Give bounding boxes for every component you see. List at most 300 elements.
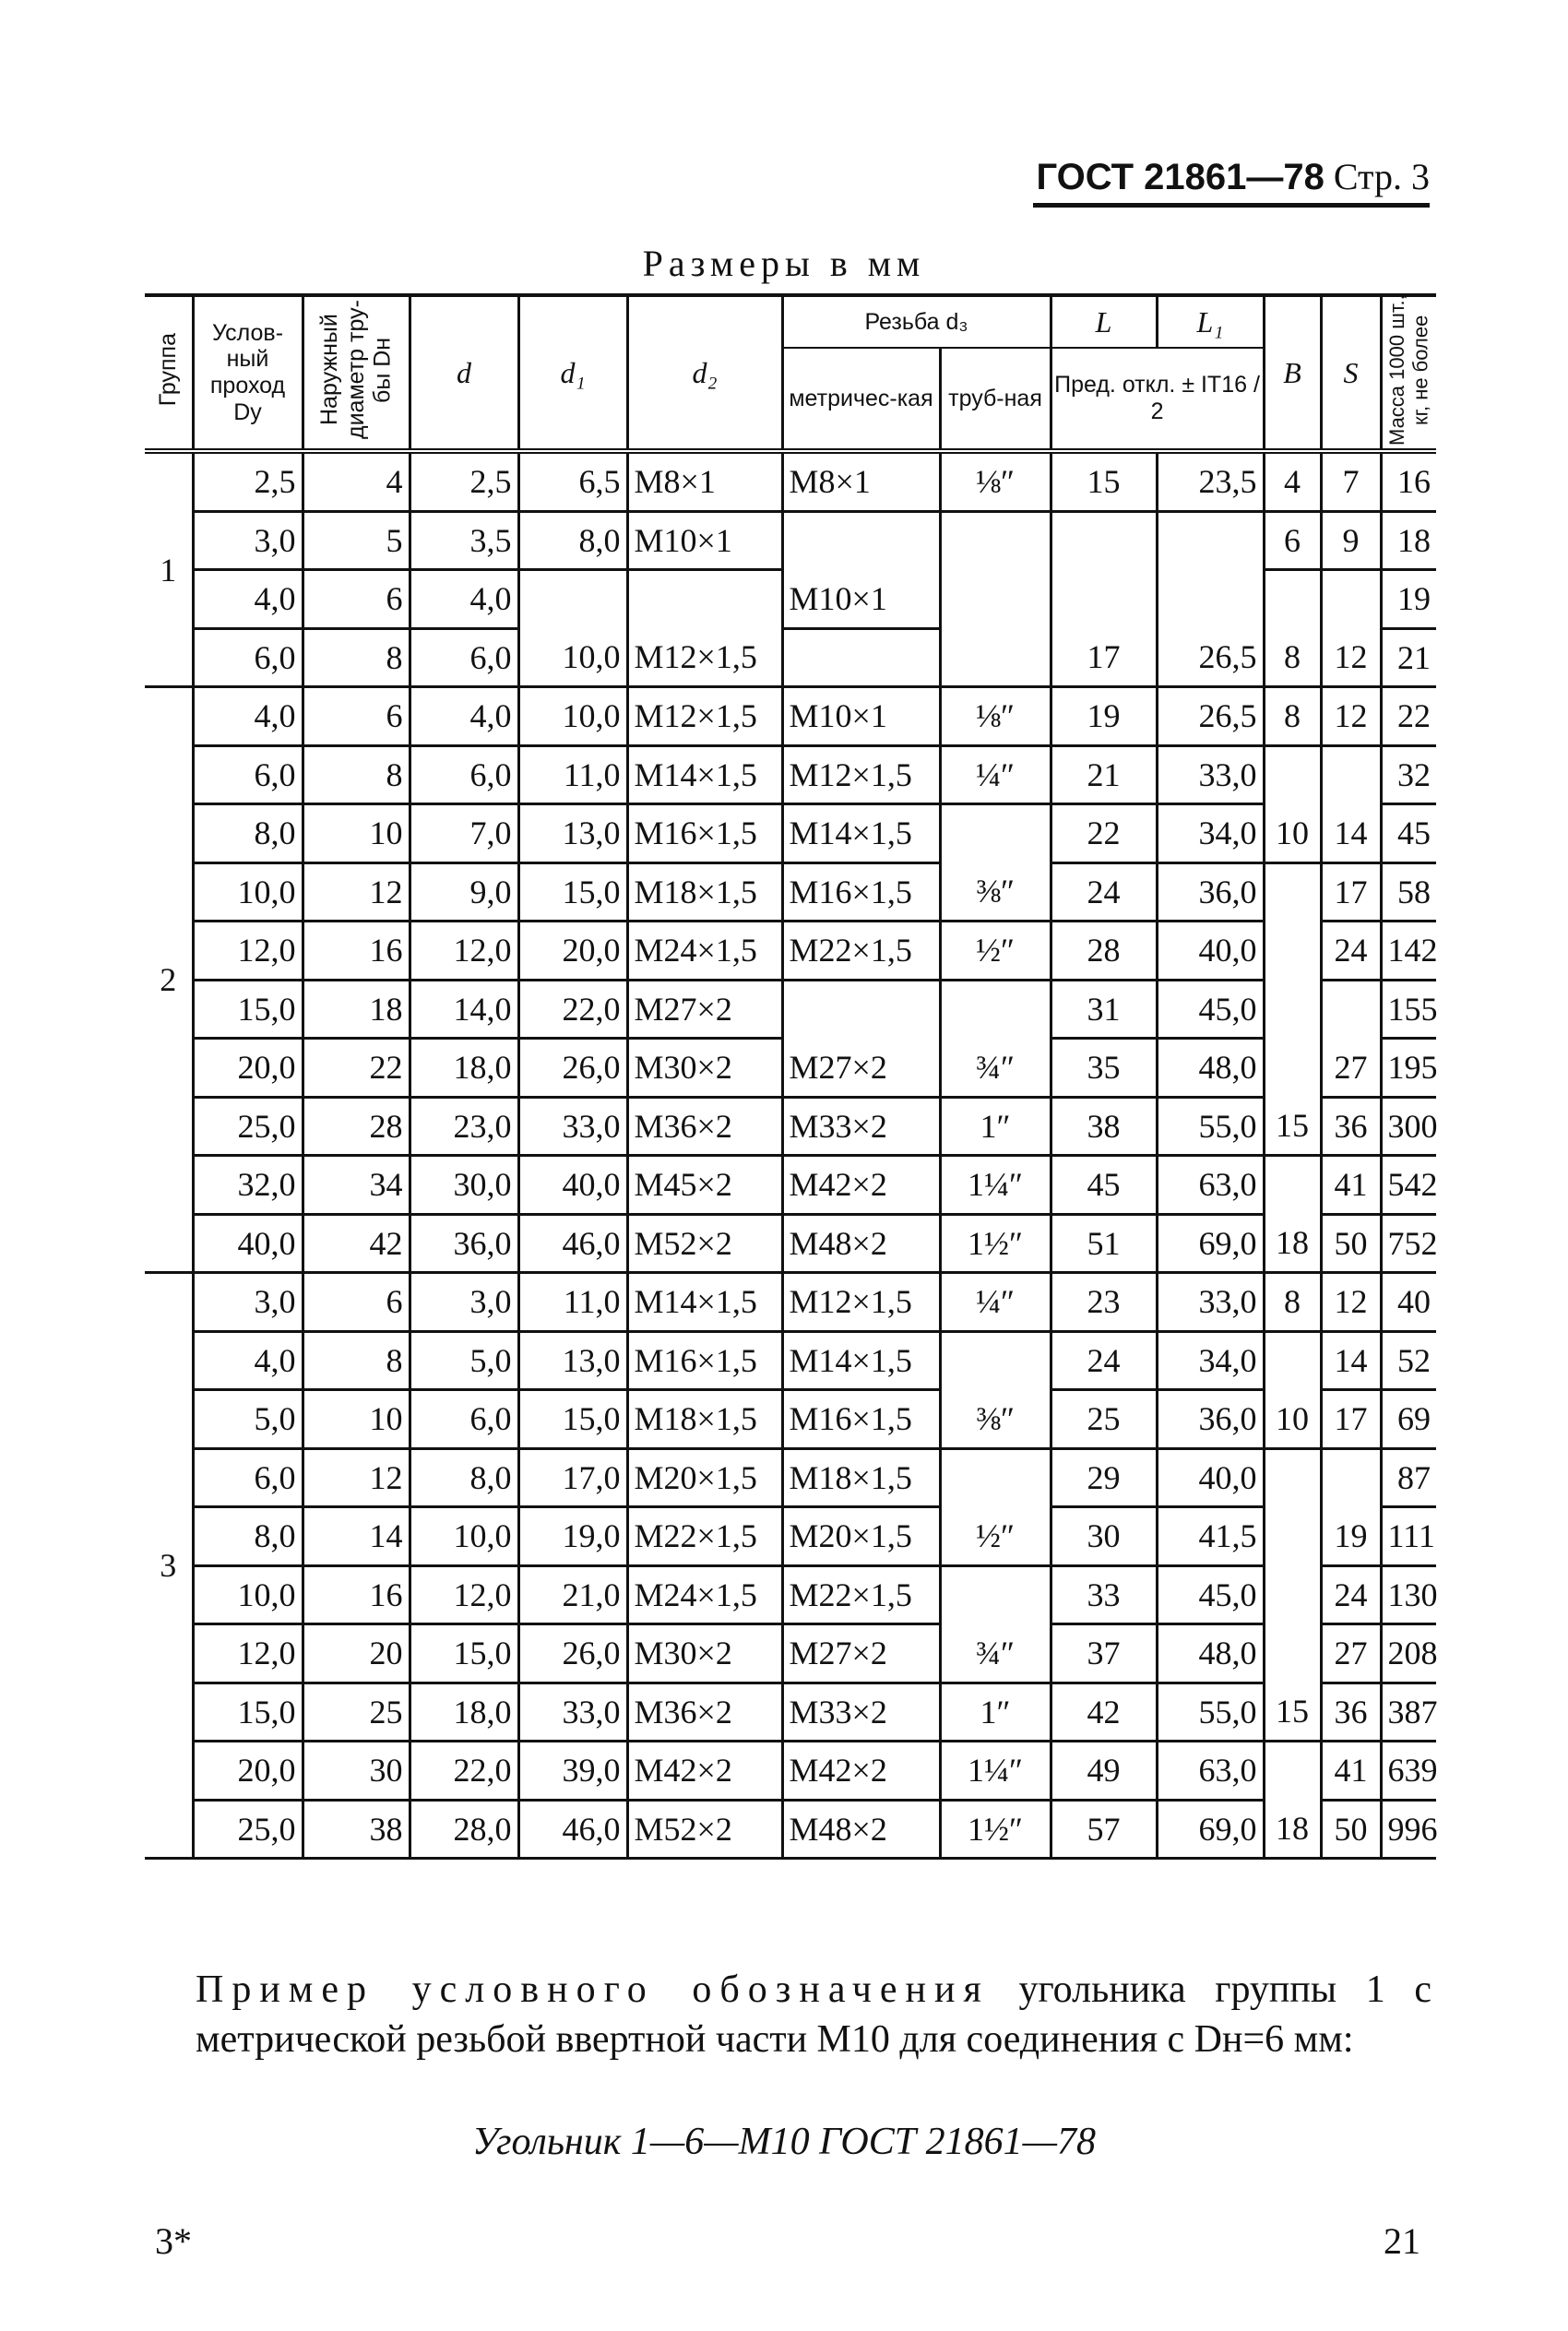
table-cell: 15,0	[193, 1683, 303, 1742]
table-cell: 8	[1264, 687, 1321, 746]
table-cell: 18	[303, 980, 410, 1039]
table-cell: 33,0	[518, 1683, 627, 1742]
table-cell	[940, 570, 1051, 629]
table-cell: 18,0	[410, 1039, 518, 1098]
table-cell: 35	[1051, 1039, 1157, 1098]
table-cell: 20	[303, 1624, 410, 1683]
table-cell: M18×1,5	[627, 862, 782, 922]
table-cell	[1157, 511, 1264, 570]
table-cell: 40,0	[1157, 922, 1264, 981]
table-cell: 10	[303, 1390, 410, 1449]
table-cell: 387	[1381, 1683, 1436, 1742]
table-cell: 37	[1051, 1624, 1157, 1683]
page-label: Стр. 3	[1333, 156, 1430, 197]
table-row	[145, 804, 1436, 863]
table-cell: 6	[303, 687, 410, 746]
table-row	[145, 1039, 1436, 1098]
table-row	[145, 1624, 1436, 1683]
table-cell: 23,0	[410, 1097, 518, 1156]
table-cell: 38	[1051, 1097, 1157, 1156]
example-designation: Угольник 1—6—М10 ГОСТ 21861—78	[472, 2121, 1096, 2163]
table-row	[145, 1273, 1436, 1332]
table-cell: 28	[1051, 922, 1157, 981]
table-cell: 69,0	[1157, 1214, 1264, 1273]
table-cell: 34,0	[1157, 1331, 1264, 1390]
table-cell: 10	[1264, 804, 1321, 863]
table-cell	[1051, 511, 1157, 570]
table-cell: 20,0	[193, 1039, 303, 1098]
table-cell: 57	[1051, 1800, 1157, 1859]
table-cell: 36	[1321, 1097, 1381, 1156]
table-cell: 40,0	[193, 1214, 303, 1273]
table-cell: 12,0	[193, 1624, 303, 1683]
col-dy: Услов-ный проход Dу	[193, 295, 303, 451]
table-cell: ½″	[940, 1507, 1051, 1566]
page-number: 21	[1384, 2220, 1420, 2262]
table-row	[145, 1507, 1436, 1566]
table-cell	[1264, 1331, 1321, 1390]
table-cell: M10×1	[627, 511, 782, 570]
table-cell: 25,0	[193, 1800, 303, 1859]
table-cell	[1264, 1742, 1321, 1801]
table-cell: 111	[1381, 1507, 1436, 1566]
table-cell: ⅛″	[940, 687, 1051, 746]
table-row	[145, 1390, 1436, 1449]
table-row	[145, 1156, 1436, 1215]
table-cell: 27	[1321, 1624, 1381, 1683]
table-cell: 41	[1321, 1156, 1381, 1215]
group-cell: 2	[145, 687, 193, 1273]
table-cell: 12,0	[410, 1565, 518, 1624]
table-cell: 12	[303, 862, 410, 922]
table-cell: 10,0	[518, 628, 627, 687]
table-cell: 4	[1264, 451, 1321, 511]
table-cell: 55,0	[1157, 1683, 1264, 1742]
table-cell: 14,0	[410, 980, 518, 1039]
table-cell: 45,0	[1157, 980, 1264, 1039]
table-cell: 15,0	[410, 1624, 518, 1683]
table-cell: 8	[303, 628, 410, 687]
table-cell: 752	[1381, 1214, 1436, 1273]
table-cell	[782, 980, 940, 1039]
table-cell: 19,0	[518, 1507, 627, 1566]
table-cell: M14×1,5	[782, 1331, 940, 1390]
table-cell: 8,0	[518, 511, 627, 570]
table-cell: 3,0	[193, 1273, 303, 1332]
table-row	[145, 1214, 1436, 1273]
table-row	[145, 1448, 1436, 1507]
table-cell: 46,0	[518, 1214, 627, 1273]
table-cell: 6,0	[193, 1448, 303, 1507]
table-cell: 63,0	[1157, 1156, 1264, 1215]
units-caption: Размеры в мм	[642, 243, 926, 284]
table-cell: M16×1,5	[627, 1331, 782, 1390]
table-cell: M45×2	[627, 1156, 782, 1215]
table-cell: 10,0	[518, 687, 627, 746]
table-cell: 4,0	[193, 687, 303, 746]
table-cell: 50	[1321, 1800, 1381, 1859]
table-cell: 5,0	[410, 1331, 518, 1390]
table-cell: 18	[1264, 1214, 1321, 1273]
table-row	[145, 1565, 1436, 1624]
table-cell: 195	[1381, 1039, 1436, 1098]
table-cell: 4,0	[193, 1331, 303, 1390]
table-cell	[1264, 745, 1321, 804]
table-cell: M48×2	[782, 1800, 940, 1859]
table-cell: M33×2	[782, 1097, 940, 1156]
table-cell: 25	[303, 1683, 410, 1742]
table-cell: M8×1	[627, 451, 782, 511]
table-cell: 14	[1321, 1331, 1381, 1390]
table-cell: 32	[1381, 745, 1436, 804]
table-cell: 87	[1381, 1448, 1436, 1507]
table-cell: 28	[303, 1097, 410, 1156]
table-cell: 63,0	[1157, 1742, 1264, 1801]
table-cell: 8,0	[410, 1448, 518, 1507]
standard-code: ГОСТ 21861—78	[1036, 157, 1324, 197]
table-cell	[782, 628, 940, 687]
table-cell: 14	[1321, 804, 1381, 863]
table-cell: 4	[303, 451, 410, 511]
table-cell: 45	[1381, 804, 1436, 863]
table-cell: 24	[1051, 1331, 1157, 1390]
table-cell: 1″	[940, 1683, 1051, 1742]
table-cell: 15,0	[518, 862, 627, 922]
table-cell	[940, 511, 1051, 570]
table-cell: 20,0	[193, 1742, 303, 1801]
table-cell: 16	[303, 1565, 410, 1624]
table-cell: 10	[1264, 1390, 1321, 1449]
table-cell: M20×1,5	[782, 1507, 940, 1566]
table-row	[145, 451, 1436, 511]
table-cell: M52×2	[627, 1214, 782, 1273]
table-cell: 33,0	[518, 1097, 627, 1156]
table-cell: 1¼″	[940, 1156, 1051, 1215]
table-cell: 13,0	[518, 1331, 627, 1390]
col-tolerance: Пред. откл. ± IT16 / 2	[1051, 348, 1264, 451]
table-cell: 40,0	[518, 1156, 627, 1215]
table-cell: 2,5	[410, 451, 518, 511]
table-cell: M27×2	[782, 1039, 940, 1098]
table-cell: M30×2	[627, 1624, 782, 1683]
table-cell: M18×1,5	[782, 1448, 940, 1507]
table-cell: 8,0	[193, 804, 303, 863]
table-cell: 19	[1381, 570, 1436, 629]
table-cell	[1264, 922, 1321, 981]
table-cell: 17	[1051, 628, 1157, 687]
table-cell: 24	[1321, 1565, 1381, 1624]
table-cell: 36,0	[1157, 1390, 1264, 1449]
table-cell: M12×1,5	[627, 687, 782, 746]
table-cell: 6,0	[193, 628, 303, 687]
table-cell: 31	[1051, 980, 1157, 1039]
table-cell: 46,0	[518, 1800, 627, 1859]
table-cell	[627, 570, 782, 629]
table-cell: 1″	[940, 1097, 1051, 1156]
table-row	[145, 687, 1436, 746]
table-cell: 45,0	[1157, 1565, 1264, 1624]
table-row	[145, 922, 1436, 981]
table-cell: 45	[1051, 1156, 1157, 1215]
table-cell: M12×1,5	[627, 628, 782, 687]
table-cell: ¾″	[940, 1039, 1051, 1098]
table-cell: 26,0	[518, 1624, 627, 1683]
table-cell: 4,0	[193, 570, 303, 629]
table-cell	[1264, 1624, 1321, 1683]
col-L1: L₁	[1157, 295, 1264, 348]
table-cell: 8	[1264, 1273, 1321, 1332]
table-cell: 10	[303, 804, 410, 863]
group-cell: 3	[145, 1273, 193, 1859]
table-cell: 40	[1381, 1273, 1436, 1332]
table-cell: ¾″	[940, 1624, 1051, 1683]
table-cell	[1264, 1565, 1321, 1624]
table-cell: 58	[1381, 862, 1436, 922]
table-cell: 34	[303, 1156, 410, 1215]
table-cell	[1051, 570, 1157, 629]
table-cell: 26,5	[1157, 687, 1264, 746]
table-cell: 34,0	[1157, 804, 1264, 863]
table-row	[145, 511, 1436, 570]
table-cell: 69	[1381, 1390, 1436, 1449]
table-cell: ⅛″	[940, 451, 1051, 511]
col-d: d	[410, 295, 518, 451]
table-cell: M12×1,5	[782, 745, 940, 804]
table-cell: 24	[1321, 922, 1381, 981]
table-cell: 155	[1381, 980, 1436, 1039]
table-cell: M42×2	[782, 1742, 940, 1801]
table-cell: M16×1,5	[782, 1390, 940, 1449]
table-cell: ¼″	[940, 745, 1051, 804]
table-cell: M42×2	[627, 1742, 782, 1801]
table-cell: M8×1	[782, 451, 940, 511]
table-cell: 28,0	[410, 1800, 518, 1859]
col-d2: d₂	[627, 295, 782, 451]
table-cell: 20,0	[518, 922, 627, 981]
example-rest: угольника группы 1 с метрической резьбой ввертной части М10 для соединения с Dн=6 мм:	[196, 1968, 1431, 2061]
table-cell: 15,0	[518, 1390, 627, 1449]
table-cell: 11,0	[518, 1273, 627, 1332]
table-cell: 25	[1051, 1390, 1157, 1449]
table-cell: 22,0	[410, 1742, 518, 1801]
table-cell: 48,0	[1157, 1039, 1264, 1098]
group-cell: 1	[145, 451, 193, 687]
table-cell: 15,0	[193, 980, 303, 1039]
table-cell: M36×2	[627, 1683, 782, 1742]
table-cell: 208	[1381, 1624, 1436, 1683]
table-cell: 7	[1321, 451, 1381, 511]
table-cell: 29	[1051, 1448, 1157, 1507]
col-group: Группа	[145, 295, 193, 451]
table-cell: 26,5	[1157, 628, 1264, 687]
table-cell: 6,0	[410, 745, 518, 804]
table-cell: 41	[1321, 1742, 1381, 1801]
table-cell: 8	[303, 745, 410, 804]
table-cell: M18×1,5	[627, 1390, 782, 1449]
table-cell: 7,0	[410, 804, 518, 863]
table-cell: 13,0	[518, 804, 627, 863]
table-cell: 4,0	[410, 570, 518, 629]
table-cell: 18,0	[410, 1683, 518, 1742]
example-lead: Пример условного обозначения	[196, 1968, 990, 2011]
table-cell: 542	[1381, 1156, 1436, 1215]
table-cell: 9	[1321, 511, 1381, 570]
table-cell: 1½″	[940, 1214, 1051, 1273]
table-cell: 12	[1321, 628, 1381, 687]
col-L: L	[1051, 295, 1157, 348]
table-cell: 21,0	[518, 1565, 627, 1624]
table-cell: 8,0	[193, 1507, 303, 1566]
table-cell: 996	[1381, 1800, 1436, 1859]
table-cell: M24×1,5	[627, 1565, 782, 1624]
table-cell: 12,0	[193, 922, 303, 981]
table-cell: 17,0	[518, 1448, 627, 1507]
page-header	[1036, 155, 1430, 198]
table-cell: 3,5	[410, 511, 518, 570]
table-row	[145, 1742, 1436, 1801]
table-cell: 15	[1264, 1097, 1321, 1156]
dimensions-table	[145, 293, 1436, 1860]
table-cell: M36×2	[627, 1097, 782, 1156]
table-cell: 16	[303, 922, 410, 981]
table-cell: 5	[303, 511, 410, 570]
table-cell: 50	[1321, 1214, 1381, 1273]
table-cell: 55,0	[1157, 1097, 1264, 1156]
table-row	[145, 628, 1436, 687]
table-cell: 41,5	[1157, 1507, 1264, 1566]
table-cell: 11,0	[518, 745, 627, 804]
table-row	[145, 980, 1436, 1039]
table-row	[145, 1683, 1436, 1742]
table-cell: 17	[1321, 1390, 1381, 1449]
table-cell: M12×1,5	[782, 1273, 940, 1332]
table-cell: 1¼″	[940, 1742, 1051, 1801]
table-cell: 30	[1051, 1507, 1157, 1566]
table-cell: M14×1,5	[627, 1273, 782, 1332]
table-cell	[1264, 980, 1321, 1039]
table-cell: 38	[303, 1800, 410, 1859]
table-cell: M14×1,5	[782, 804, 940, 863]
table-cell: 42	[303, 1214, 410, 1273]
table-cell	[1264, 1039, 1321, 1098]
table-cell: 42	[1051, 1683, 1157, 1742]
table-cell	[940, 804, 1051, 863]
table-cell: 39,0	[518, 1742, 627, 1801]
header-rule	[1033, 203, 1430, 208]
table-cell	[1321, 745, 1381, 804]
table-cell: 1½″	[940, 1800, 1051, 1859]
table-cell: M24×1,5	[627, 922, 782, 981]
table-cell: 3,0	[410, 1273, 518, 1332]
table-cell	[940, 1331, 1051, 1390]
example-paragraph	[196, 1965, 1431, 2064]
table-row	[145, 745, 1436, 804]
table-cell: 21	[1051, 745, 1157, 804]
table-cell	[940, 980, 1051, 1039]
table-row	[145, 1800, 1436, 1859]
table-cell: M52×2	[627, 1800, 782, 1859]
table-cell: 48,0	[1157, 1624, 1264, 1683]
table-cell: 51	[1051, 1214, 1157, 1273]
table-cell: 26,0	[518, 1039, 627, 1098]
table-cell: ⅜″	[940, 1390, 1051, 1449]
table-cell: 12,0	[410, 922, 518, 981]
table-cell: M20×1,5	[627, 1448, 782, 1507]
table-cell: M22×1,5	[627, 1507, 782, 1566]
table-cell	[1264, 1448, 1321, 1507]
table-cell: ½″	[940, 922, 1051, 981]
table-row	[145, 1097, 1436, 1156]
col-dn: Наружный диаметр тру-бы Dн	[303, 295, 410, 451]
col-thread: Резьба d₃	[782, 295, 1051, 348]
table-cell	[1264, 570, 1321, 629]
table-cell: 22	[1381, 687, 1436, 746]
table-cell: 5,0	[193, 1390, 303, 1449]
table-cell: 10,0	[193, 862, 303, 922]
table-cell: 33	[1051, 1565, 1157, 1624]
table-cell: 16	[1381, 451, 1436, 511]
table-cell: ¼″	[940, 1273, 1051, 1332]
table-cell	[940, 628, 1051, 687]
table-cell: 21	[1381, 628, 1436, 687]
table-cell: 36	[1321, 1683, 1381, 1742]
table-cell: 33,0	[1157, 745, 1264, 804]
table-cell	[1321, 1448, 1381, 1507]
table-cell: 6	[303, 1273, 410, 1332]
table-cell: 14	[303, 1507, 410, 1566]
table-cell: M16×1,5	[627, 804, 782, 863]
table-row	[145, 862, 1436, 922]
table-cell	[782, 511, 940, 570]
table-cell: 69,0	[1157, 1800, 1264, 1859]
table-cell: 10,0	[410, 1507, 518, 1566]
table-cell: ⅜″	[940, 862, 1051, 922]
table-cell: 639	[1381, 1742, 1436, 1801]
col-pipe: труб-ная	[940, 348, 1051, 451]
table-cell: M14×1,5	[627, 745, 782, 804]
table-cell: 36,0	[410, 1214, 518, 1273]
table-cell	[1321, 980, 1381, 1039]
table-cell: 36,0	[1157, 862, 1264, 922]
table-cell: 130	[1381, 1565, 1436, 1624]
table-cell	[1264, 1156, 1321, 1215]
table-cell: 30	[303, 1742, 410, 1801]
table-cell: M42×2	[782, 1156, 940, 1215]
table-row	[145, 570, 1436, 629]
table-cell: 12	[303, 1448, 410, 1507]
table-cell: 22,0	[518, 980, 627, 1039]
table-cell: 23,5	[1157, 451, 1264, 511]
table-cell: M10×1	[782, 687, 940, 746]
table-cell: 6,0	[410, 628, 518, 687]
table-cell: M30×2	[627, 1039, 782, 1098]
table-cell: 6,0	[193, 745, 303, 804]
table-cell: 30,0	[410, 1156, 518, 1215]
table-cell	[1157, 570, 1264, 629]
table-cell: 2,5	[193, 451, 303, 511]
table-cell: 32,0	[193, 1156, 303, 1215]
table-cell: 18	[1381, 511, 1436, 570]
table-cell: 6,0	[410, 1390, 518, 1449]
table-cell	[518, 570, 627, 629]
table-cell: M22×1,5	[782, 1565, 940, 1624]
table-cell: 23	[1051, 1273, 1157, 1332]
table-cell: 27	[1321, 1039, 1381, 1098]
table-cell	[940, 1565, 1051, 1624]
table-cell: 3,0	[193, 511, 303, 570]
table-cell: 15	[1264, 1683, 1321, 1742]
table-cell	[1264, 862, 1321, 922]
